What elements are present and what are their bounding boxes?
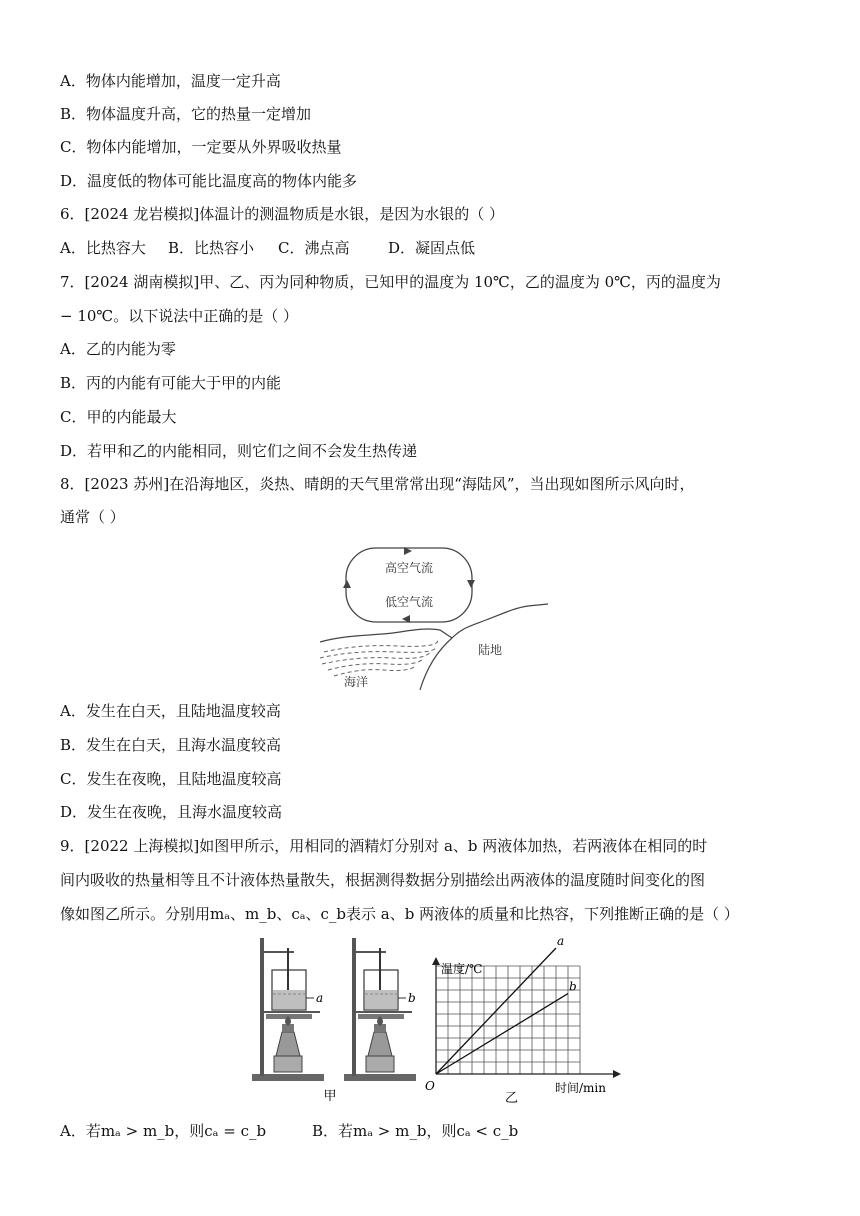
- figure-jia-caption: 甲: [323, 1089, 337, 1104]
- q5-option-b: B．物体温度升高，它的热量一定增加: [60, 105, 312, 123]
- sea-wave: [322, 652, 430, 664]
- apparatus-b: [344, 938, 416, 1081]
- temperature-time-chart: [425, 934, 625, 1106]
- q7-option-b: B．丙的内能有可能大于甲的内能: [60, 374, 282, 392]
- q7-stem-line1: 7．[2024 湖南模拟]甲、乙、丙为同种物质，已知甲的温度为 10℃，乙的温度为 0℃，丙的温度为: [60, 273, 721, 291]
- sea-wave: [328, 658, 424, 670]
- q7-option-a: A．乙的内能为零: [60, 340, 176, 358]
- q7-option-d: D．若甲和乙的内能相同，则它们之间不会发生热传递: [60, 442, 418, 460]
- q8-option-b: B．发生在白天，且海水温度较高: [60, 736, 282, 754]
- air-circulation-loop: [346, 548, 472, 622]
- q9-options: [60, 1120, 518, 1142]
- figure-yi-caption: 乙: [505, 1091, 519, 1106]
- sea-land-breeze-figure: [318, 540, 550, 692]
- sea-wave: [320, 646, 436, 658]
- chart-grid: [436, 966, 580, 1074]
- q8-option-d: D．发生在夜晚，且海水温度较高: [60, 803, 283, 821]
- q5-option-c: C．物体内能增加，一定要从外界吸收热量: [60, 138, 342, 156]
- q6-option-c: C．沸点高: [278, 239, 350, 257]
- liquid-a-label: a: [316, 991, 324, 1005]
- q5-option-d: D．温度低的物体可能比温度高的物体内能多: [60, 172, 358, 190]
- coastline: [320, 629, 452, 642]
- arrow-down-icon: [467, 580, 475, 588]
- q9-stem-line3: 像如图乙所示。分别用mₐ、m_b、cₐ、c_b表示 a、b 两液体的质量和比热容，下列推断正确的是（ ）: [60, 905, 739, 923]
- q6-options: [60, 237, 475, 259]
- low-air-flow-label: 低空气流: [384, 595, 434, 609]
- q8-option-a: A．发生在白天，且陆地温度较高: [60, 702, 281, 720]
- q8-option-c: C．发生在夜晚，且陆地温度较高: [60, 770, 282, 788]
- series-label-a: a: [557, 934, 565, 948]
- y-axis-arrow-icon: [432, 957, 440, 965]
- q6-option-d: D．凝固点低: [388, 239, 476, 257]
- high-air-flow-label: 高空气流: [384, 561, 434, 575]
- x-axis-arrow-icon: [613, 1070, 621, 1078]
- arrow-up-icon: [343, 580, 351, 588]
- sea-label: 海洋: [344, 675, 369, 689]
- heating-apparatus-figure: [248, 934, 423, 1104]
- q9-option-a: A．若mₐ > m_b，则cₐ = c_b: [60, 1122, 267, 1140]
- q5-option-a: A．物体内能增加，温度一定升高: [60, 72, 281, 90]
- y-axis-label: 温度/℃: [441, 962, 483, 976]
- q7-stem-line2: − 10℃。以下说法中正确的是（ ）: [60, 307, 298, 325]
- q6-option-a: A．比热容大: [60, 239, 146, 257]
- q6-stem: 6．[2024 龙岩模拟]体温计的测温物质是水银，是因为水银的（ ）: [60, 205, 504, 223]
- q9-stem-line2: 间内吸收的热量相等且不计液体热量散失，根据测得数据分别描绘出两液体的温度随时间变化的图: [60, 871, 706, 889]
- q8-stem-line2: 通常（ ）: [60, 508, 125, 526]
- liquid-b-label: b: [408, 991, 416, 1005]
- q8-stem-line1: 8．[2023 苏州]在沿海地区，炎热、晴朗的天气里常常出现“海陆风”，当出现如图所示风向时，: [60, 475, 695, 493]
- q9-stem-line1: 9．[2022 上海模拟]如图甲所示，用相同的酒精灯分别对 a、b 两液体加热，若两液体在相同的时: [60, 837, 708, 855]
- sea-wave: [324, 640, 438, 652]
- q6-option-b: B．比热容小: [168, 239, 255, 257]
- apparatus-a: [252, 938, 324, 1081]
- land-label: 陆地: [478, 643, 503, 657]
- series-label-b: b: [569, 979, 577, 994]
- q9-option-b: B．若mₐ > m_b，则cₐ < c_b: [312, 1122, 519, 1140]
- q7-option-c: C．甲的内能最大: [60, 408, 177, 426]
- origin-label: O: [425, 1079, 435, 1093]
- x-axis-label: 时间/min: [555, 1081, 606, 1095]
